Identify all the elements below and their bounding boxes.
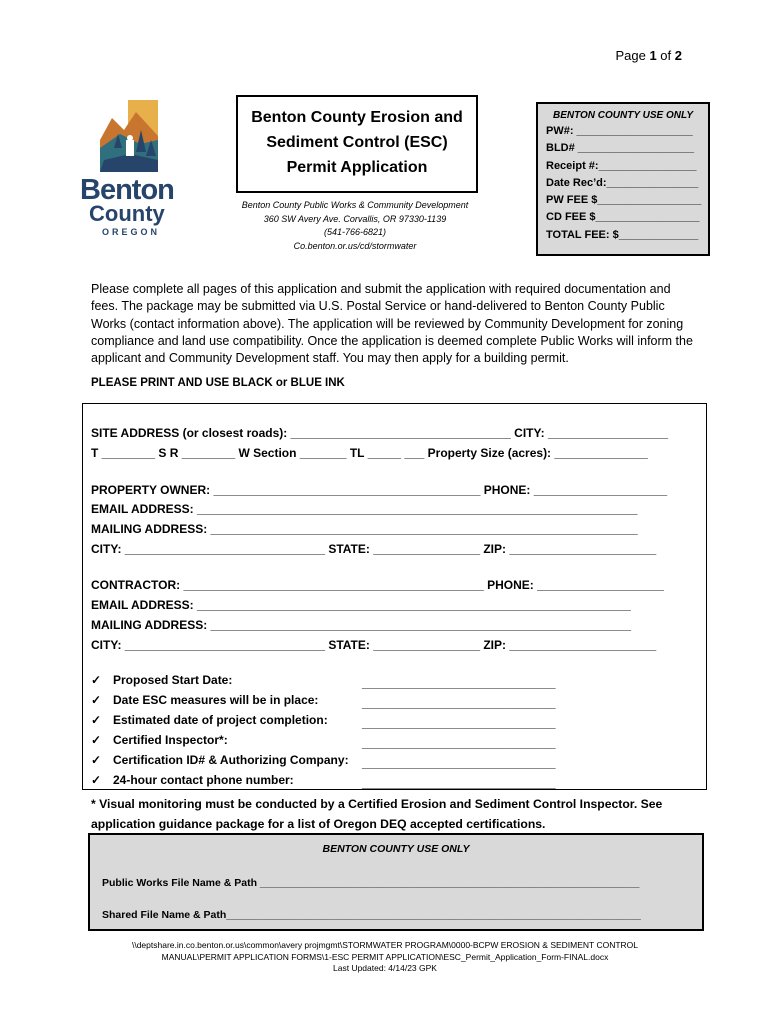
total-fee-field[interactable]: TOTAL FEE: $_____________: [546, 228, 699, 241]
checklist-item: [91, 773, 294, 787]
owner-email-field[interactable]: EMAIL ADDRESS: __________________________________________________________________: [91, 502, 638, 516]
pw-number-field[interactable]: PW#: ___________________: [546, 125, 693, 137]
checklist-item: [91, 753, 349, 767]
public-works-file-path-field[interactable]: Public Works File Name & Path _________________________________________________________________: [102, 877, 640, 889]
owner-mailing-address-field[interactable]: MAILING ADDRESS: ________________________________________________________________: [91, 522, 638, 536]
checklist-item: [91, 713, 328, 727]
receipt-number-field[interactable]: Receipt #:________________: [546, 159, 697, 172]
proposed-start-date-input[interactable]: _____________________________: [362, 676, 556, 690]
print-instruction: PLEASE PRINT AND USE BLACK or BLUE INK: [91, 377, 345, 389]
address-line-2: 360 SW Avery Ave. Corvallis, OR 97330-1139: [263, 213, 447, 224]
checkmark-icon: ✓: [91, 673, 102, 687]
applicant-info-box: [82, 403, 707, 790]
agency-address: [224, 199, 486, 253]
contact-phone-input[interactable]: _____________________________: [362, 776, 556, 790]
footer-file-path: [60, 940, 710, 975]
page-total: 2: [674, 48, 682, 63]
bld-number-field[interactable]: BLD# ___________________: [546, 142, 695, 155]
pw-fee-field[interactable]: PW FEE $_________________: [546, 194, 702, 207]
checklist-item: [91, 693, 318, 707]
page-number: [615, 48, 682, 63]
checklist-item: [91, 733, 228, 747]
file-box-heading: BENTON COUNTY USE ONLY: [322, 843, 470, 855]
footer-last-updated: Last Updated: 4/14/23 GPK: [333, 963, 437, 973]
property-owner-field[interactable]: PROPERTY OWNER: ________________________________________ PHONE: ____________________: [91, 483, 668, 497]
title-line-2: Sediment Control (ESC): [266, 134, 448, 151]
site-address-field[interactable]: SITE ADDRESS (or closest roads): _________________________________ CITY: __________________: [91, 426, 669, 440]
address-line-4: Co.benton.or.us/cd/stormwater: [293, 240, 417, 251]
checkmark-icon: ✓: [91, 753, 102, 767]
address-line-3: (541-766-6821): [323, 227, 387, 237]
footer-line-1: \\deptshare.in.co.benton.or.us\common\avery projmgmt\STORMWATER PROGRAM\0000-BCPW EROSION & SEDIMENT CONTROL: [131, 940, 639, 950]
completion-date-input[interactable]: _____________________________: [362, 716, 556, 730]
logo-text-oregon: OREGON: [102, 227, 161, 237]
checkmark-icon: ✓: [91, 773, 102, 787]
mountain-trees-logo-icon: [100, 100, 160, 172]
intro-paragraph: Please complete all pages of this application and submit the application with required documentation and fees. The package may be submitted via U.S. Postal Service or hand-delivered to Benton County Public Works (contact information above). The application will be reviewed by Community Development for zoning compliance and land use compatibility. Once the application is deemed complete Public Works will inform the applicant and Community Development staff. You may then apply for a building permit.: [91, 282, 693, 366]
owner-city-state-zip-field[interactable]: CITY: ______________________________ STATE: ________________ ZIP: ______________________: [91, 542, 657, 556]
esc-measures-date-input[interactable]: _____________________________: [362, 696, 556, 710]
county-use-heading: BENTON COUNTY USE ONLY: [552, 110, 693, 121]
date-received-field[interactable]: Date Rec’d:_______________: [546, 176, 699, 189]
county-use-only-box: [536, 102, 710, 256]
shared-file-path-field[interactable]: Shared File Name & Path_______________________________________________________________________: [102, 909, 641, 921]
certified-inspector-input[interactable]: _____________________________: [362, 736, 556, 750]
logo-text-county: County: [89, 201, 165, 226]
page-current: 1: [649, 48, 657, 63]
title-line-1: Benton County Erosion and: [251, 109, 463, 126]
logo-text-benton: Benton: [80, 174, 174, 206]
contractor-mailing-address-field[interactable]: MAILING ADDRESS: _______________________________________________________________: [91, 618, 632, 632]
address-line-1: Benton County Public Works & Community Development: [241, 200, 469, 210]
page-of: of: [660, 48, 672, 63]
checklist-label: Certification ID# & Authorizing Company:: [113, 753, 349, 767]
county-use-only-file-box: [88, 833, 704, 931]
contractor-city-state-zip-field[interactable]: CITY: ______________________________ STATE: ________________ ZIP: ______________________: [91, 638, 657, 652]
checklist-label: Date ESC measures will be in place:: [113, 693, 319, 707]
checklist-label: 24-hour contact phone number:: [113, 773, 294, 787]
inspector-note: * Visual monitoring must be conducted by a Certified Erosion and Sediment Control Inspector. See application guidance package for a list of Oregon DEQ accepted certifications.: [91, 797, 663, 831]
footer-line-2: MANUAL\PERMIT APPLICATION FORMS\1-ESC PERMIT APPLICATION\ESC_Permit_Application_Form-FINAL.docx: [161, 951, 609, 962]
township-range-section-field[interactable]: T ________ S R ________ W Section _______ TL _____ ___ Property Size (acres): ______________: [91, 446, 648, 460]
document-title: [238, 105, 476, 180]
checklist-label: Certified Inspector*:: [113, 733, 228, 747]
title-box: [236, 95, 478, 193]
checkmark-icon: ✓: [91, 693, 102, 707]
benton-county-logo: [80, 100, 180, 240]
contractor-field[interactable]: CONTRACTOR: _____________________________________________ PHONE: ___________________: [91, 578, 664, 592]
checklist-label: Estimated date of project completion:: [113, 713, 328, 727]
title-line-3: Permit Application: [286, 159, 428, 176]
checkmark-icon: ✓: [91, 733, 102, 747]
checklist-label: Proposed Start Date:: [113, 673, 233, 687]
checkmark-icon: ✓: [91, 713, 102, 727]
certification-id-input[interactable]: _____________________________: [362, 756, 556, 770]
page-label: Page: [615, 48, 646, 63]
checklist-item: [91, 673, 232, 687]
cd-fee-field[interactable]: CD FEE $_________________: [546, 211, 700, 224]
contractor-email-field[interactable]: EMAIL ADDRESS: _________________________________________________________________: [91, 598, 631, 612]
